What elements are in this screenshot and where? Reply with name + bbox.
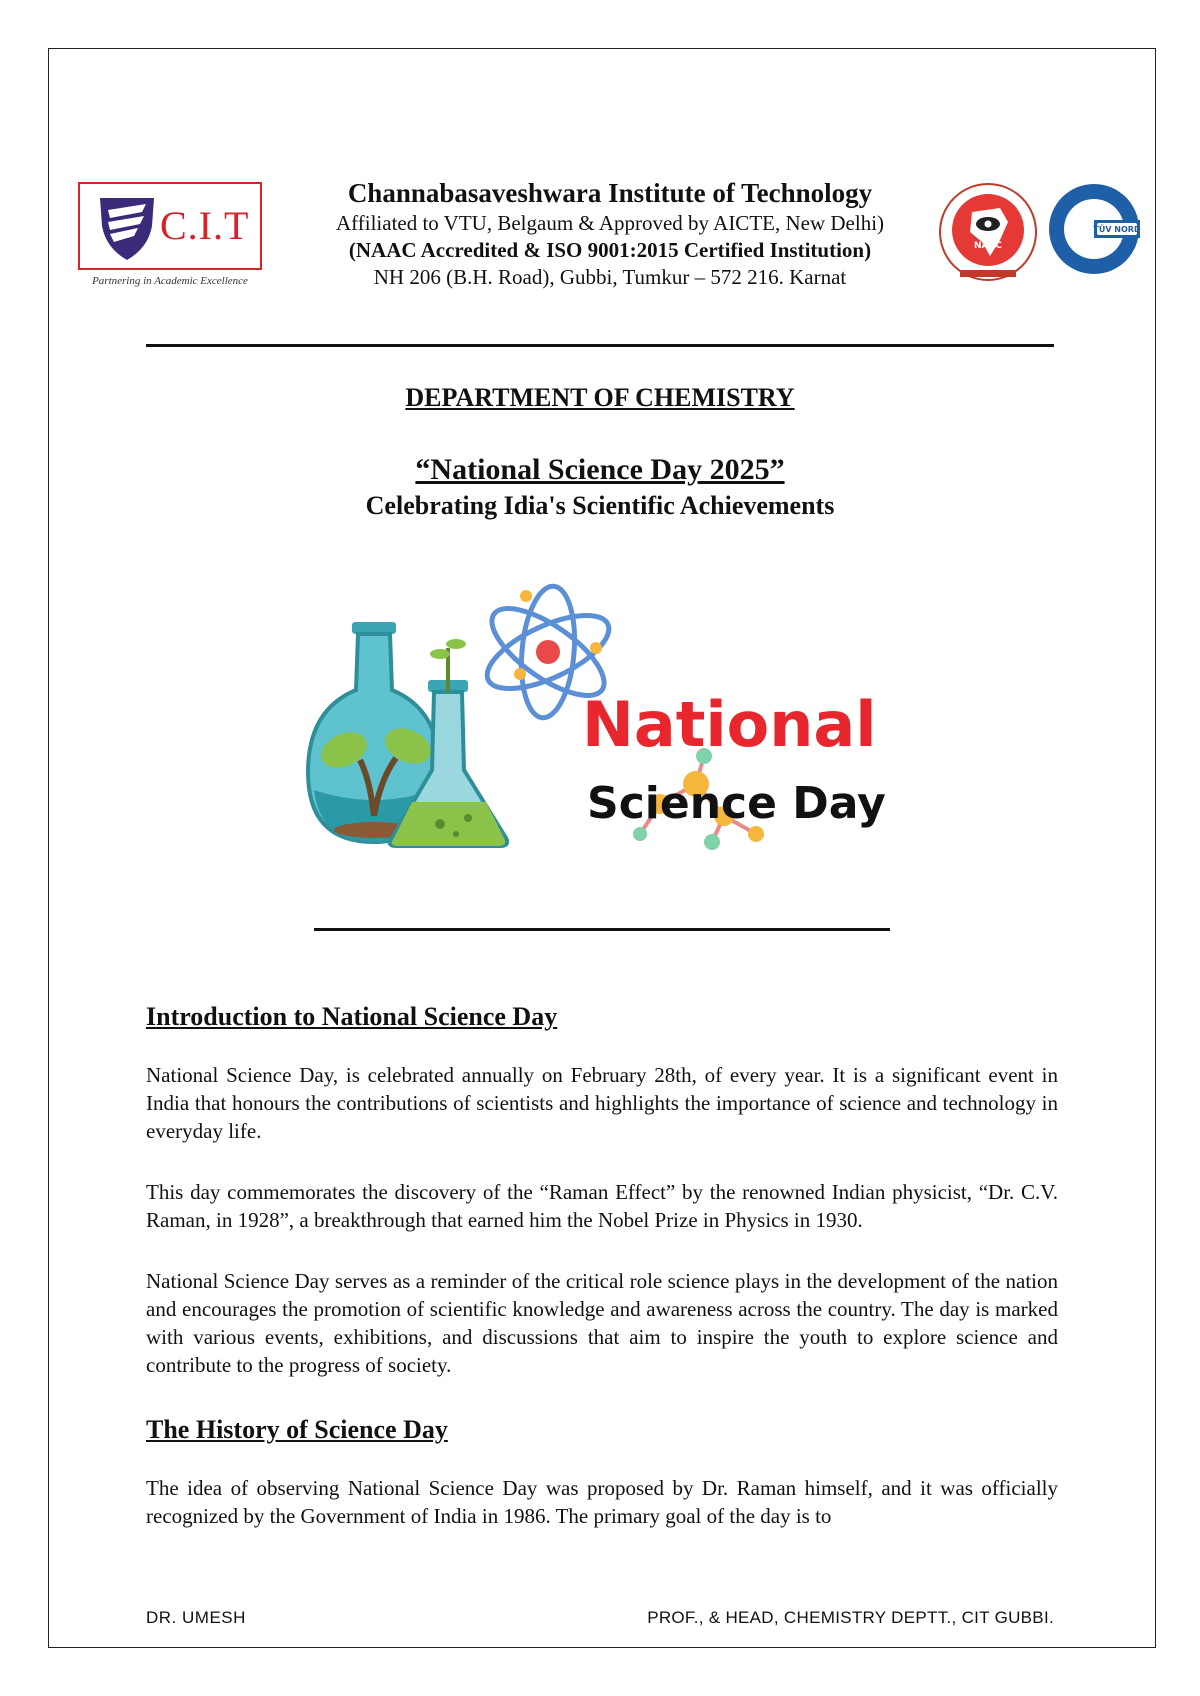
- footer-designation: PROF., & HEAD, CHEMISTRY DEPTT., CIT GUBBI.: [647, 1608, 1054, 1627]
- paragraph: This day commemorates the discovery of the “Raman Effect” by the renowned Indian physicist, “Dr. C.V. Raman, in 1928”, a breakthrough that earned him the Nobel Prize in Physics in 1930.: [146, 1180, 1058, 1232]
- cit-logo-text: C.I.T: [160, 203, 250, 248]
- science-day-illustration: [300, 580, 900, 940]
- illustration-word-science-day: Science Day: [587, 778, 886, 829]
- naac-label: NAAC: [973, 241, 1003, 251]
- tuv-label: TÜV NORD: [1093, 225, 1141, 234]
- paragraph: National Science Day, is celebrated annually on February 28th, of every year. It is a significant event in India that honours the contributions of scientists and highlights the importance of science and technology in everyday life.: [146, 1063, 1058, 1143]
- institute-address: NH 206 (B.H. Road), Gubbi, Tumkur – 572 216. Karnat: [373, 265, 847, 289]
- naac-seal-icon: [938, 182, 1038, 282]
- document-body: [146, 1000, 1058, 1530]
- institute-affiliation: Affiliated to VTU, Belgaum & Approved by AICTE, New Delhi): [335, 211, 885, 235]
- institute-name: Channabasaveshwara Institute of Technology: [347, 178, 873, 208]
- section-heading-introduction: Introduction to National Science Day: [146, 1002, 558, 1031]
- tuv-logo-icon: [1047, 182, 1141, 276]
- event-subtitle: Celebrating Idia's Scientific Achievements: [365, 491, 835, 520]
- footer-author: DR. UMESH: [146, 1608, 246, 1627]
- institute-accreditation: (NAAC Accredited & ISO 9001:2015 Certified Institution): [348, 238, 872, 262]
- shield-icon: [96, 192, 158, 262]
- illustration-word-national: National: [582, 688, 877, 761]
- section-heading-history: The History of Science Day: [146, 1415, 448, 1444]
- event-title: “National Science Day 2025”: [415, 453, 785, 486]
- header-divider: [146, 344, 1054, 347]
- paragraph: National Science Day serves as a reminder of the critical role science plays in the development of the nation and encourages the promotion of scientific knowledge and awareness across the country. The day is marked with various events, exhibitions, and discussions that aim to inspire the youth to explore science and contribute to the progress of society.: [146, 1269, 1058, 1377]
- illustration-divider: [314, 928, 890, 931]
- cit-tagline: Partnering in Academic Excellence: [92, 275, 248, 287]
- cit-logo-box: [78, 182, 262, 270]
- department-title: DEPARTMENT OF CHEMISTRY: [405, 383, 795, 412]
- institute-header: [270, 176, 950, 291]
- cit-logo: [78, 182, 262, 292]
- paragraph: The idea of observing National Science Day was proposed by Dr. Raman himself, and it was officially recognized by the Government of India in 1986. The primary goal of the day is to: [146, 1476, 1058, 1528]
